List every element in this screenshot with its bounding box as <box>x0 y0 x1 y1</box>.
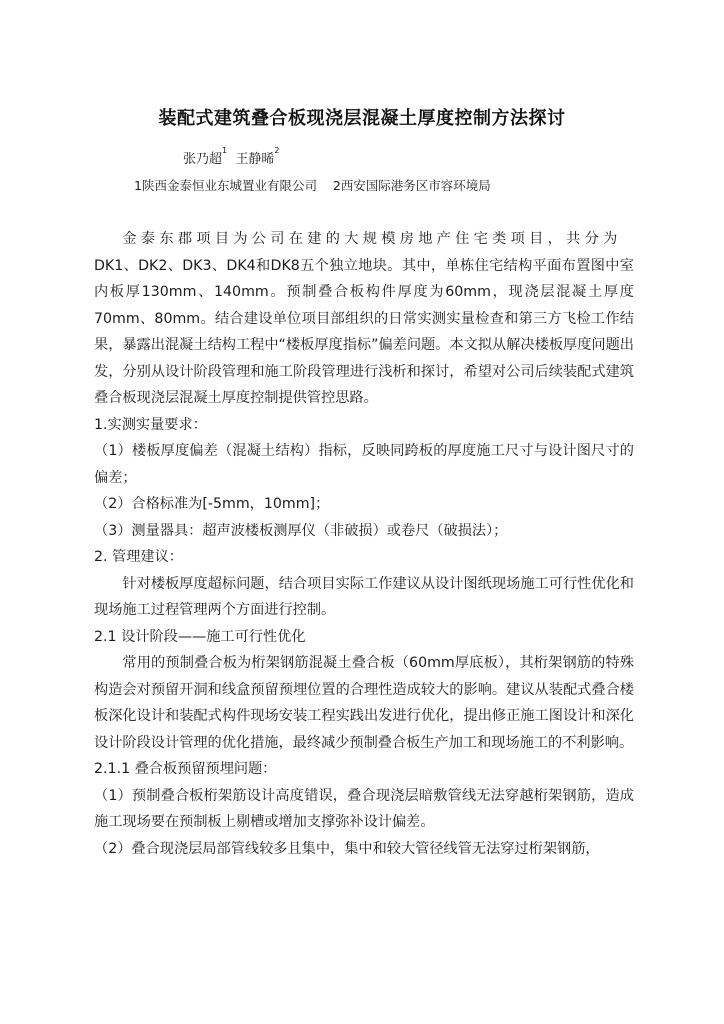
section-heading: 2.1.1 叠合板预留预埋问题： <box>94 761 277 777</box>
section-heading: 2. 管理建议： <box>94 549 183 565</box>
section-heading: 1.实测实量要求： <box>94 416 207 433</box>
paragraph: 金泰东郡项目为公司在建的大规模房地产住宅类项目，共分为 <box>122 231 622 247</box>
author-affiliation-marker: 2 <box>274 146 280 155</box>
author-name: 张乃超 <box>183 152 223 167</box>
author-line <box>183 148 279 167</box>
section-heading: （2）合格标准为[-5mm，10mm]； <box>94 496 330 512</box>
section-heading: （1）预制叠合板桁架筋设计高度错误，叠合现浇层暗敷管线无法穿越桁架钢筋，造成施工现场要在预制板上剔槽或增加支撑弥补设计偏差。 <box>94 787 634 830</box>
author-affiliation-marker: 1 <box>222 146 228 155</box>
paper-title: 装配式建筑叠合板现浇层混凝土厚度控制方法探讨 <box>158 108 566 129</box>
section-heading: （1）楼板厚度偏差（混凝土结构）指标，反映同跨板的厚度施工尺寸与设计图尺寸的偏差； <box>94 443 634 486</box>
affiliation-line: 1陕西金泰恒业东城置业有限公司 2西安国际港务区市容环境局 <box>134 178 491 193</box>
paragraph: DK1、DK2、DK3、DK4和DK8五个独立地块。其中，单栋住宅结构平面布置图中室内板厚130mm、140mm。预制叠合板构件厚度为60mm，现浇层混凝土厚度70mm、80mm。结合建设单位项目部组织的日常实测实量检查和第三方飞检工作结果，暴露出混凝土结构工程中“楼板厚度指标”偏差问题。本文拟从解决楼板厚度问题出发，分别从设计阶段管理和施工阶段管理进行浅析和探讨，希望对公司后续装配式建筑叠合板现浇层混凝土厚度控制提供管控思路。 <box>94 257 634 406</box>
paragraph: 常用的预制叠合板为桁架钢筋混凝土叠合板（60mm厚底板），其桁架钢筋的特殊构造会对预留开洞和线盒预留预埋位置的合理性造成较大的影响。建议从装配式叠合楼板深化设计和装配式构件现场安装工程实践出发进行优化，提出修正施工图设计和深化设计阶段设计管理的优化措施，最终减少预制叠合板生产加工和现场施工的不利影响。 <box>94 655 634 751</box>
section-heading: 2.1 设计阶段——施工可行性优化 <box>94 628 306 645</box>
section-heading: （3）测量器具：超声波楼板测厚仪（非破损）或卷尺（破损法）； <box>94 522 508 539</box>
body-text <box>94 226 634 862</box>
paragraph: 针对楼板厚度超标问题，结合项目实际工作建议从设计图纸现场施工可行性优化和现场施工过程管理两个方面进行控制。 <box>94 575 634 618</box>
author-name: 王静晞 <box>235 152 275 167</box>
section-heading: （2）叠合现浇层局部管线较多且集中，集中和较大管径线管无法穿过桁架钢筋， <box>94 840 600 857</box>
